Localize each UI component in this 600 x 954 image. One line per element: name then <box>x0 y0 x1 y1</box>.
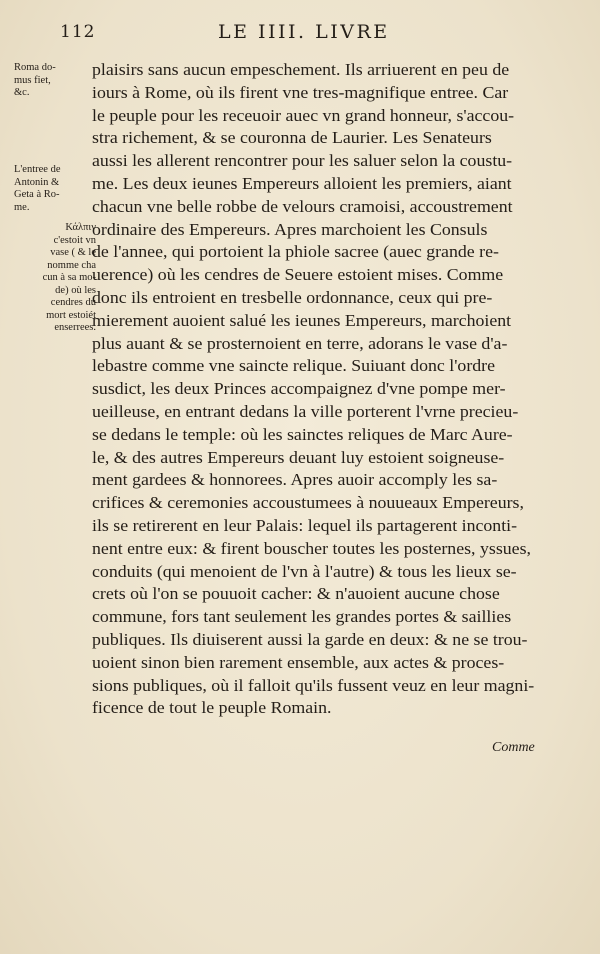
text-line: commune, fors tant seulement les grandes portes & saillies <box>92 607 512 627</box>
margin-note-line: de) où les <box>55 284 96 296</box>
text-line: stra richement, & se couronna de Laurier. Les Senateurs <box>92 128 492 148</box>
text-line: crifices & ceremonies accoustumees à nouueaux Empereurs, <box>92 493 524 513</box>
text-line: donc ils entroient en tresbelle ordonnance, ceux qui pre- <box>92 288 493 307</box>
text-line: plus auant & se prosternoient en terre, adorans le vase d'a- <box>92 333 508 353</box>
margin-note <box>14 164 96 214</box>
text-line: uoient sinon bien rarement ensemble, aux actes & proces- <box>92 652 505 672</box>
text-line: iours à Rome, où ils firent vne tres-magnifique entree. Car <box>92 82 509 102</box>
margin-note-line: Roma do- <box>14 62 56 73</box>
text-line: ment gardees & honnorees. Apres auoir accomply les sa- <box>92 470 498 490</box>
text-line: aussi les allerent rencontrer pour les saluer selon la coustu- <box>92 151 513 171</box>
text-line: ils se retirerent en leur Palais: lequel ils partagerent inconti- <box>92 516 518 535</box>
text-line: chacun vne belle robbe de velours cramoisi, accoustrement <box>92 196 513 216</box>
text-line: le peuple pour les receuoir auec vn grand honneur, s'accou- <box>92 105 515 125</box>
text-line: lebastre comme vne saincte relique. Suiuant donc l'ordre <box>92 356 496 376</box>
text-line: conduits (qui menoient de l'vn à l'autre) & tous les lieux se- <box>92 561 517 581</box>
text-line: crets où l'on se pouuoit cacher: & n'auoient aucune chose <box>92 584 500 604</box>
margin-note-line: cendres du <box>50 297 96 308</box>
margin-note-line: c'estoit vn <box>53 234 96 246</box>
margin-note-line: me. <box>14 201 30 213</box>
margin-note-line: Κάλπιν <box>65 222 96 233</box>
margin-note-line: L'entree de <box>14 164 61 175</box>
text-line: ficence de tout le peuple Romain. <box>92 698 332 718</box>
folio-number: 112 <box>60 22 96 42</box>
text-line: publiques. Ils diuiserent aussi la garde en deux: & ne se trou- <box>92 630 528 649</box>
running-head: LE IIII. LIVRE <box>218 21 390 43</box>
margin-note <box>14 222 96 335</box>
text-line: se dedans le temple: où les sainctes reliques de Marc Aure- <box>92 424 513 444</box>
margin-note-line: nomme cha <box>47 259 96 271</box>
margin-note-line: cun à sa mo- <box>42 272 96 283</box>
text-line: ordinaire des Empereurs. Apres marchoient les Consuls <box>92 219 488 239</box>
margin-note-line: Antonin & <box>14 176 60 188</box>
text-line: me. Les deux ieunes Empereurs alloient les premiers, aiant <box>92 174 512 193</box>
margin-note-line: Geta à Ro- <box>14 189 60 200</box>
margin-note-line: mort estoiét <box>46 309 96 321</box>
text-line: le, & des autres Empereurs deuant luy estoient soigneuse- <box>92 447 505 467</box>
text-line: nent entre eux: & firent bouscher toutes les posternes, yssues, <box>92 538 531 558</box>
text-line: sions publiques, où il falloit qu'ils fussent veuz en leur magni- <box>92 675 535 695</box>
text-line: mierement auoient salué les ieunes Empereurs, marchoient <box>92 310 512 330</box>
margin-note-line: &c. <box>14 87 30 98</box>
margin-note-line: enserrees. <box>54 322 96 333</box>
text-line: susdict, les deux Princes accompaignez d'vne pompe mer- <box>92 379 506 399</box>
text-line: uerence) où les cendres de Seuere estoient mises. Comme <box>92 265 504 285</box>
text-line: plaisirs sans aucun empeschement. Ils arriuerent en peu de <box>92 60 510 79</box>
text-line: de l'annee, qui portoient la phiole sacree (auec grande re- <box>92 242 499 262</box>
margin-note-line: mus fiet, <box>14 74 51 86</box>
text-line: ueilleuse, en entrant dedans la ville porterent l'vrne precieu- <box>92 402 519 421</box>
margin-note-line: vase ( & le <box>50 247 96 258</box>
catchword: Comme <box>492 740 535 755</box>
margin-note <box>14 62 96 100</box>
